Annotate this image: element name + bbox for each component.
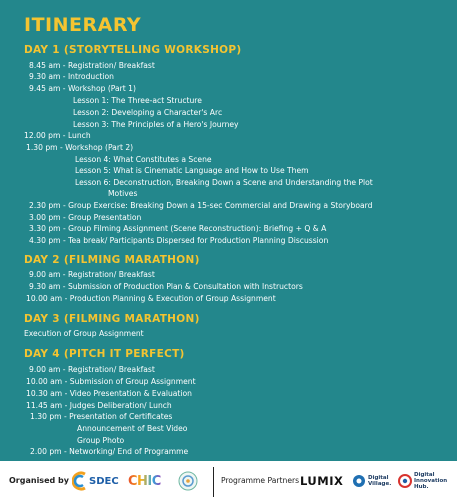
schedule-line: 12.00 pm - Lunch — [24, 131, 91, 140]
innovation-hub-wordmark: Digital Innovation Hub. — [414, 472, 448, 490]
schedule-line: 9.30 am - Submission of Production Plan & Consultation with Instructors — [29, 282, 303, 291]
sdec-wordmark: SDEC — [89, 475, 119, 487]
day-2-heading: DAY 2 (FILMING MARATHON) — [24, 254, 200, 266]
schedule-line: 1.30 pm - Workshop (Part 2) — [26, 143, 134, 152]
day-1-heading: DAY 1 (STORYTELLING WORKSHOP) — [24, 44, 242, 56]
digital-village-logo — [352, 469, 396, 493]
schedule-line: 3.00 pm - Group Presentation — [29, 213, 142, 222]
schedule-line: 9.45 am - Workshop (Part 1) — [29, 84, 136, 93]
sdec-logo — [72, 469, 122, 493]
schedule-subline: Announcement of Best Video — [77, 424, 188, 433]
innovation-hub-icon — [398, 474, 412, 488]
schedule-line: 9.30 am - Introduction — [29, 72, 114, 81]
schedule-line: 10.30 am - Video Presentation & Evaluation — [26, 389, 192, 398]
lesson-line: Lesson 1: The Three-act Structure — [73, 96, 202, 105]
schedule-line: 1.30 pm - Presentation of Certificates — [30, 412, 173, 421]
chic-wordmark: CHIC — [128, 473, 161, 489]
day-4-heading: DAY 4 (PITCH IT PERFECT) — [24, 348, 185, 360]
schedule-line: 8.45 am - Registration/ Breakfast — [29, 61, 155, 70]
organised-by-label: Organised by — [9, 476, 69, 485]
schedule-line: Execution of Group Assignment — [24, 329, 144, 338]
lesson-line: Lesson 3: The Principles of a Hero's Journey — [73, 120, 239, 129]
schedule-line: 2.30 pm - Group Exercise: Breaking Down a 15-sec Commercial and Drawing a Storyboard — [29, 201, 373, 210]
digital-village-icon — [352, 474, 366, 488]
schedule-line: 9.00 am - Registration/ Breakfast — [29, 365, 155, 374]
lumix-logo — [300, 469, 348, 493]
lesson-line: Lesson 4: What Constitutes a Scene — [75, 155, 212, 164]
sponsor-footer — [0, 461, 457, 502]
lesson-line: Lesson 2: Developing a Character's Arc — [73, 108, 223, 117]
programme-partners-label: Programme Partners — [221, 476, 300, 485]
footer-divider — [213, 467, 214, 497]
lesson-line-continued: Motives — [108, 189, 138, 198]
schedule-line: 10.00 am - Submission of Group Assignment — [26, 377, 196, 386]
schedule-line: 10.00 am - Production Planning & Execution of Group Assignment — [26, 294, 276, 303]
page-title: ITINERARY — [24, 14, 142, 36]
schedule-line: 3.30 pm - Group Filming Assignment (Scene Reconstruction): Briefing + Q & A — [29, 224, 327, 233]
lumix-wordmark: LUMIX — [300, 474, 344, 488]
schedule-line: 9.00 am - Registration/ Breakfast — [29, 270, 155, 279]
lesson-line: Lesson 5: What is Cinematic Language and How to Use Them — [75, 166, 309, 175]
chic-logo — [128, 469, 172, 493]
schedule-subline: Group Photo — [77, 436, 125, 445]
day-3-heading: DAY 3 (FILMING MARATHON) — [24, 313, 200, 325]
emblem-logo — [178, 469, 200, 493]
schedule-line: 11.45 am - Judges Deliberation/ Lunch — [26, 401, 172, 410]
schedule-line: 4.30 pm - Tea break/ Participants Dispersed for Production Planning Discussion — [29, 236, 329, 245]
emblem-icon — [178, 471, 198, 491]
digital-village-wordmark: Digital Village. — [368, 475, 392, 487]
sdec-mark-icon — [72, 471, 88, 491]
digital-innovation-hub-logo — [398, 469, 454, 493]
lesson-line: Lesson 6: Deconstruction, Breaking Down a Scene and Understanding the Plot — [75, 178, 373, 187]
schedule-line: 2.00 pm - Networking/ End of Programme — [30, 447, 189, 456]
